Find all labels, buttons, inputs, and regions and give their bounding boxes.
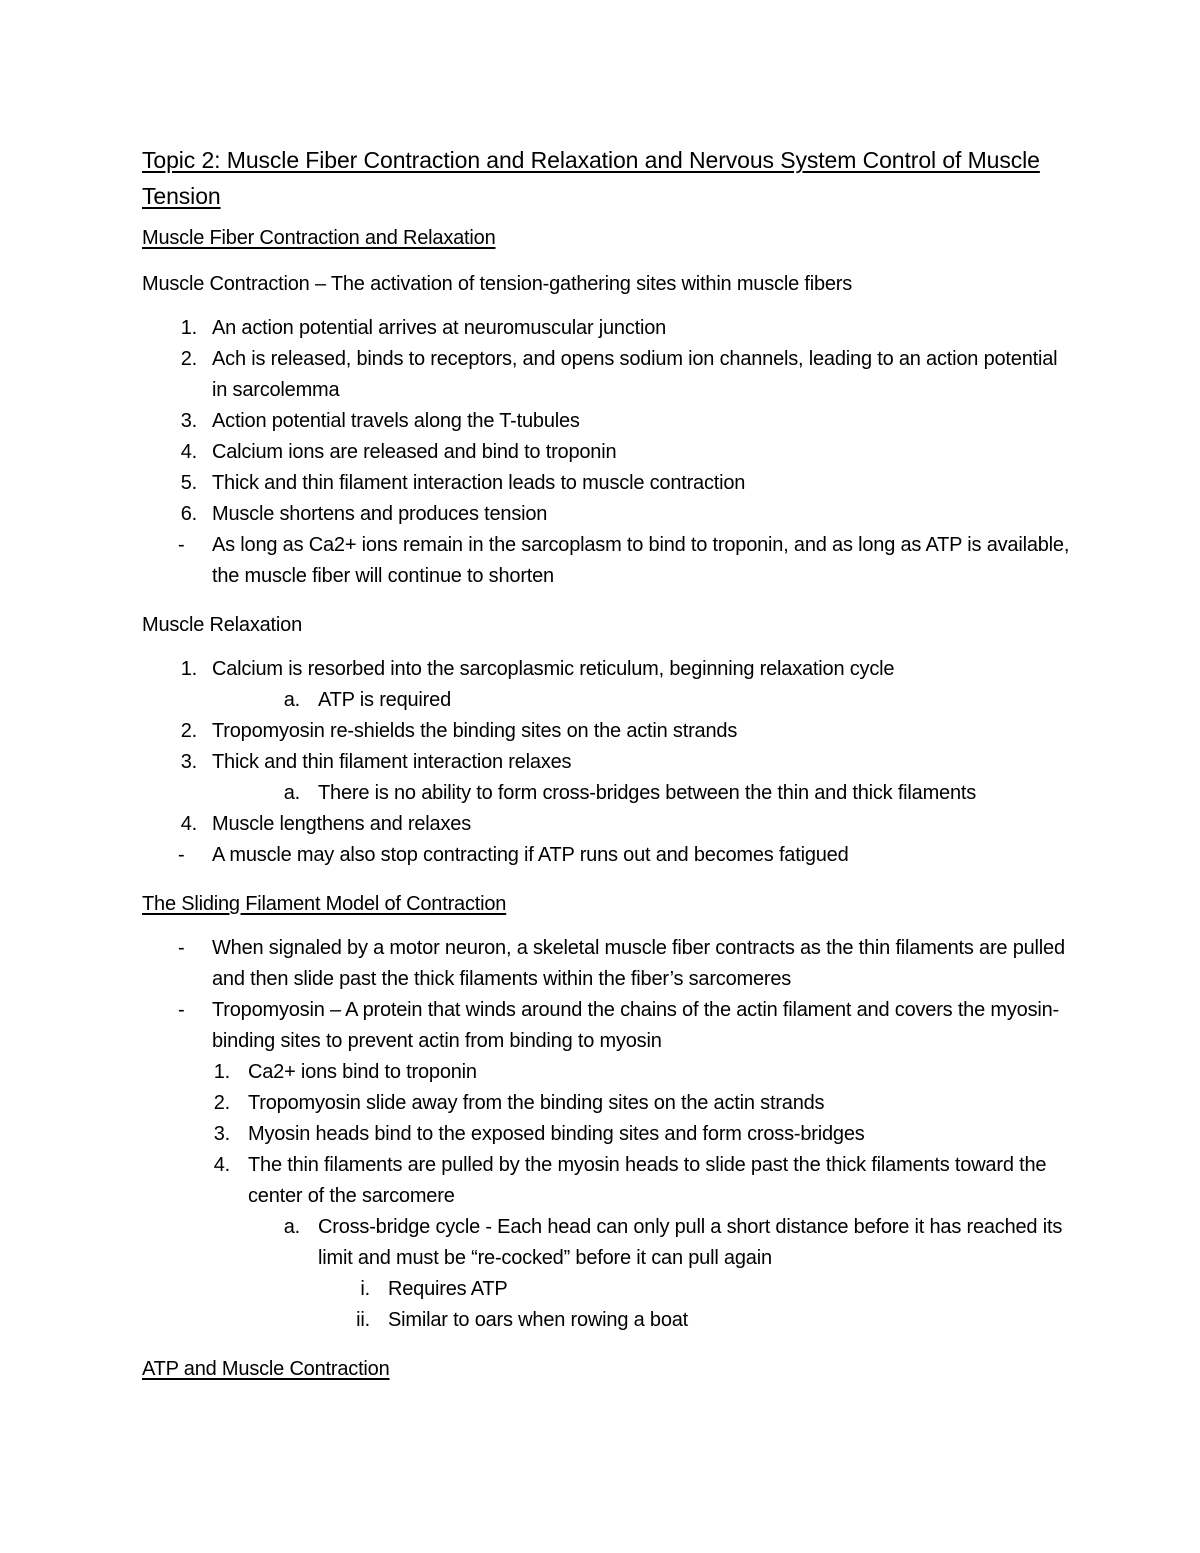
list-item: 6. Muscle shortens and produces tension (180, 503, 548, 525)
list-item: 1. An action potential arrives at neuromuscular junction (180, 317, 667, 339)
section-heading-contraction-relaxation: Muscle Fiber Contraction and Relaxation (142, 227, 496, 249)
list-item: 3. Thick and thin filament interaction relaxes (180, 751, 572, 773)
list-item: 1. Calcium is resorbed into the sarcoplasmic reticulum, beginning relaxation cycle (180, 658, 895, 680)
relaxation-steps-list (142, 654, 1070, 871)
contraction-definition: Muscle Contraction – The activation of tension-gathering sites within muscle fibers (142, 273, 853, 295)
list-item: 2. Ach is released, binds to receptors, and opens sodium ion channels, leading to an action potential in sarcolemma (180, 348, 1058, 401)
contraction-steps-list (142, 313, 1070, 592)
section-heading-sliding-filament: The Sliding Filament Model of Contraction (142, 893, 507, 915)
document-title: Topic 2: Muscle Fiber Contraction and Relaxation and Nervous System Control of Muscle Tension (142, 147, 1040, 209)
list-item: 4. Calcium ions are released and bind to troponin (180, 441, 617, 463)
list-item: 2. Tropomyosin re-shields the binding sites on the actin strands (180, 720, 738, 742)
sliding-filament-list (142, 933, 1070, 1336)
list-item: 2. Tropomyosin slide away from the binding sites on the actin strands (213, 1092, 825, 1114)
list-item: - Tropomyosin – A protein that winds around the chains of the actin filament and covers the myosin-binding sites to prevent actin from binding to myosin (178, 999, 1059, 1052)
list-item: 4. Muscle lengthens and relaxes (180, 813, 471, 835)
list-item: 1. Ca2+ ions bind to troponin (213, 1061, 477, 1083)
list-item: 3. Myosin heads bind to the exposed binding sites and form cross-bridges (213, 1123, 865, 1145)
list-item: a. Cross-bridge cycle - Each head can only pull a short distance before it has reached its limit and must be “re-cocked” before it can pull again (283, 1216, 1063, 1269)
list-item: - As long as Ca2+ ions remain in the sarcoplasm to bind to troponin, and as long as ATP is available, the muscle fiber will continue to shorten (178, 534, 1070, 587)
list-item: - A muscle may also stop contracting if ATP runs out and becomes fatigued (178, 844, 849, 866)
list-item: 4. The thin filaments are pulled by the myosin heads to slide past the thick filaments toward the center of the sarcomere (213, 1154, 1047, 1207)
list-item: - When signaled by a motor neuron, a skeletal muscle fiber contracts as the thin filaments are pulled and then slide past the thick filaments within the fiber’s sarcomeres (178, 937, 1065, 990)
list-item: i. Requires ATP (360, 1278, 508, 1300)
list-item: a. ATP is required (283, 689, 451, 711)
list-item: 3. Action potential travels along the T-tubules (180, 410, 580, 432)
relaxation-label: Muscle Relaxation (142, 614, 303, 636)
section-heading-atp-contraction: ATP and Muscle Contraction (142, 1358, 390, 1380)
list-item: 5. Thick and thin filament interaction leads to muscle contraction (180, 472, 746, 494)
list-item: a. There is no ability to form cross-bridges between the thin and thick filaments (283, 782, 977, 804)
list-item: ii. Similar to oars when rowing a boat (356, 1309, 689, 1331)
